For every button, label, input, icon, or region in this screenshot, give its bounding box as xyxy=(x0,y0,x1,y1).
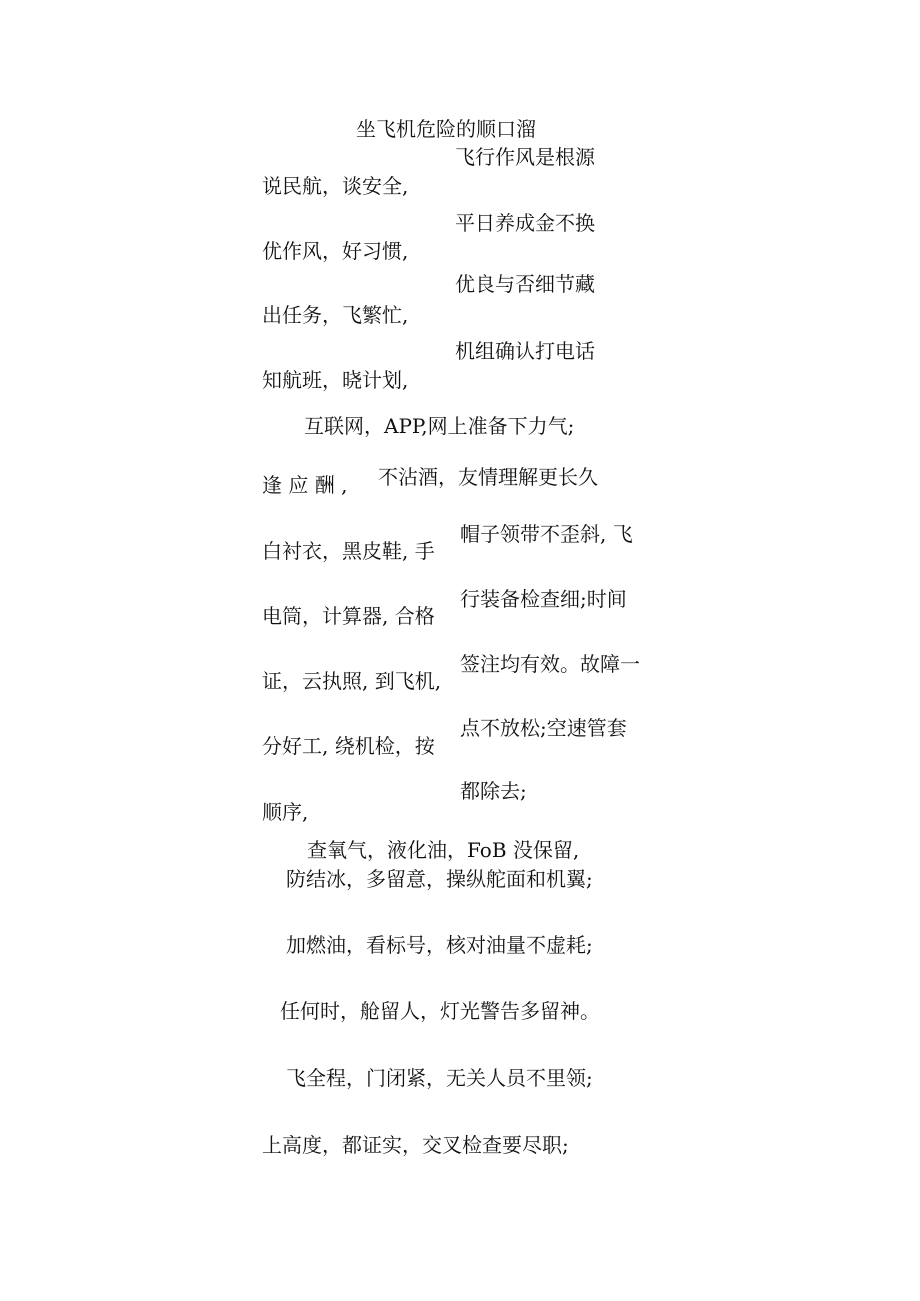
document-title: 坐飞机危险的顺口溜 xyxy=(356,117,536,141)
poem-line: 都除去; xyxy=(460,779,527,803)
poem-line: 优作风，好习惯, xyxy=(262,239,409,263)
poem-line: 出任务，飞繁忙, xyxy=(262,303,409,327)
poem-line: 加燃油，看标号，核对油量不虚耗; xyxy=(286,933,593,957)
poem-line: 查氧气，液化油，FoB 没保留, xyxy=(307,838,580,862)
poem-line: 电筒，计算器, 合格 xyxy=(262,604,435,628)
poem-line: 优良与否细节藏 xyxy=(455,272,595,296)
poem-line: 平日养成金不换 xyxy=(455,211,595,235)
poem-line: 签注均有效。故障一 xyxy=(460,652,640,676)
poem-line: 上高度，都证实，交叉检查要尽职; xyxy=(262,1133,569,1157)
poem-line: 互联网，APP,网上准备下力气; xyxy=(304,414,575,438)
poem-line: 逢 应 酬 , xyxy=(262,473,348,497)
poem-line: 防结冰，多留意，操纵舵面和机翼; xyxy=(286,867,593,891)
poem-line: 不沾酒，友情理解更长久 xyxy=(378,465,598,489)
poem-line: 飞行作风是根源 xyxy=(455,145,595,169)
poem-line: 知航班，晓计划, xyxy=(262,368,409,392)
poem-line: 分好工, 绕机检，按 xyxy=(262,734,435,758)
poem-line: 白衬衣，黑皮鞋, 手 xyxy=(262,539,435,563)
poem-line: 任何时，舱留人，灯光警告多留神。 xyxy=(280,999,600,1023)
poem-line: 飞全程，门闭紧，无关人员不里领; xyxy=(286,1066,593,1090)
poem-line: 证，云执照, 到飞机, xyxy=(262,669,442,693)
poem-line: 帽子领带不歪斜, 飞 xyxy=(460,522,633,546)
poem-line: 机组确认打电话 xyxy=(455,339,595,363)
poem-line: 说民航，谈安全, xyxy=(262,174,409,198)
poem-line: 顺序, xyxy=(262,800,309,824)
poem-line: 点不放松;空速管套 xyxy=(460,716,627,740)
poem-line: 行装备检查细;时间 xyxy=(460,587,627,611)
